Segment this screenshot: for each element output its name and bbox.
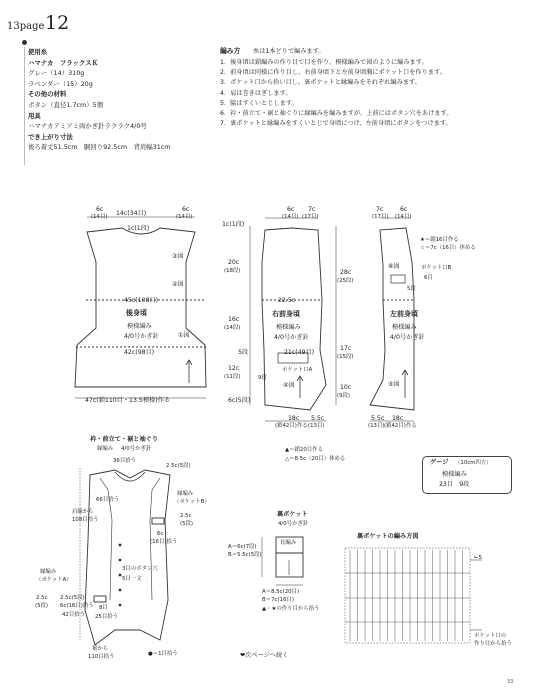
rf-h28b: (25段) [337,278,354,284]
bp-label: 長編み [280,540,297,546]
edging-a16: 2.5c [36,595,48,601]
edging-a1: 36目拾う [113,458,137,464]
back-dim-top-right-stitches: (14目) [176,214,193,220]
rf-ref4: ④図 [283,382,295,389]
material-line: グレー（14）310g [28,69,85,78]
edging-a11: (16目)拾う [150,539,178,545]
rf-h17b: (15段) [337,354,354,360]
material-line: 用具 [28,111,41,120]
method-step: 5．脇はすくいとじします。 [220,99,298,107]
rf-h16b: (14段) [224,325,241,331]
back-dim-top-left: 6c [96,206,104,213]
bp-b: B＝5.5c(5段) [228,552,262,558]
method-step: 7．裏ポケットと縁編みをすくいとじで身頃につけ、左前身頃にボタンをつけます。 [220,120,452,128]
edging-a12: 3目のボタン穴 [122,566,158,572]
lf-label: 左前身頃 [390,310,418,318]
bp-b2: B＝7c(16目) [262,597,294,603]
back-width-42: 42c(98目) [124,349,155,356]
edging-a10: 6c [157,531,164,537]
lf-b55: 5.5c [371,415,385,422]
edging-a13: 5目一文 [122,576,142,582]
bp-hook: 4/0号かぎ針 [278,521,309,527]
note-mid-1: ▲＝鎖20目作る [285,447,323,453]
rf-h1: 1c(1段) [222,221,245,228]
continued-note: ❤次ページへ続く [240,652,289,659]
lf-b55b: (13目) [368,423,385,429]
material-line: 使用糸 [28,48,48,56]
edging-a22: 8目 [99,605,108,611]
rf-h16: 16c [228,316,240,323]
pocket-chart-title: 裏ポケットの編み方図 [357,533,419,540]
rf-h10: 10c [340,384,352,391]
edging-title: 衿・前立て・裾と袖ぐり [90,436,159,443]
method-step: 1．後身頃は鎖編みの作り目で目を作り、模様編みで図のように編みます。 [220,59,428,66]
rf-h20: 20c [228,259,240,266]
note-mid-2: △＝8.5c（20目）休める [285,456,346,462]
back-width-45: 45c(108目) [124,297,159,304]
lf-ref6: ⑥図 [388,263,400,270]
rf-label: 右前身頃 [272,310,300,318]
edging-a17: (5段) [35,603,49,609]
lf-legend-2: ☆＝7c（16目）休める [420,245,476,251]
back-dim-top-left-stitches: (14目) [91,214,108,220]
method-step: 3．ポケット口から拾い目し、裏ポケットと縁編みをそれぞれ編みます。 [220,79,421,87]
edging-a21: 25目拾う [95,614,119,620]
gauge-title: ゲージ [430,459,449,466]
rf-rows9: 9段 [258,375,267,381]
rf-h20b: (18段) [224,268,241,274]
gauge-value: 23目 9段 [439,481,470,488]
back-bottom-dim: 47c(鎖110目・13.5模様)作る [85,397,171,404]
gauge-pattern: 模様編み [442,471,467,478]
method-step: 6．衿・前立て・裾と袖ぐりに縁編みを編みますが、上前にはボタン穴をあけます。 [220,110,453,117]
rf-h28: 28c [340,269,352,276]
material-line: ハマナカアミアミ両かぎ針ラクラク4/0号 [28,122,147,131]
method-subtitle: 糸は1本どりで編みます。 [253,48,325,55]
lf-b18: 18c [392,415,404,422]
material-line: でき上がり寸法 [28,132,73,141]
rf-b55b: (13目) [308,423,325,429]
pocket-chart-note-1: ポケット口の [474,633,507,639]
back-body-outline [75,225,206,387]
lf-top-1b: (17目) [372,214,389,220]
back-label: 後身頃 [126,309,147,317]
rf-hook: 4/0号かぎ針 [274,334,309,341]
back-neck-label: 1c(1段) [127,225,150,232]
method-title: 編み方 [220,47,241,55]
material-line: ボタン（直径1.7cm）5個 [28,101,104,109]
edging-a20: 42目拾う [62,612,86,618]
pocket-chart-note-2: 作り目から拾う [474,641,512,647]
footer-page-number: 33 [507,679,514,685]
edging-a7: （ポケットB） [174,499,210,505]
lf-top-1: 7c [376,206,384,213]
material-line: ハマナカ フラックスＫ [28,58,98,67]
rf-top-2: 7c [308,206,316,213]
rf-top-2b: (17目) [302,214,319,220]
edging-a14: 縁編み [40,569,57,575]
edging-a19: 6c(16目)拾う [60,603,94,609]
edging-sub2: 4/0号かぎ針 [121,446,152,452]
lf-legend-1: ★＝鎖16目作る [420,237,459,243]
rf-h6: 6c(5段) [228,397,251,404]
edging-a25: ●＝1目拾う [148,651,178,657]
rf-pocket: ポケット口A [282,367,313,373]
edging-a2: 2.5c(5段) [166,463,191,469]
back-pattern: 模様編み [127,323,152,330]
edging-sub1: 縁編み [97,446,114,452]
rf-h5: 5段 [238,349,249,356]
bp-a: A＝6c(7段) [228,544,257,550]
lf-top-2b: (14目) [395,214,412,220]
bp-title: 裏ポケット [277,511,308,518]
method-step: 4．肩は巻きはぎします。 [220,89,292,97]
back-ref-1: ①図 [178,332,190,339]
rf-top-1b: (14目) [282,214,299,220]
edging-a24: 110目拾う [88,654,115,660]
rf-b55: 5.5c [311,415,325,422]
bp-pick: ▲・★の作り目から拾う [262,606,320,612]
pocket-chart-mark: ←5 [474,555,482,561]
edging-a5: 66目拾う [96,497,120,503]
rf-h12: 12c [228,365,240,372]
bp-a2: A＝8.5c(20目) [262,589,300,595]
lf-hook: 4/0号かぎ針 [390,334,425,341]
edging-a4: 108目拾う [72,517,99,523]
edging-a3: 肩線から [72,509,94,515]
method-step: 2．前身頃は同様に作り目し、右前身頃下と左前身頃胸にポケット口を作ります。 [220,69,446,77]
lf-b18b: (鎖42目)作る [384,423,417,429]
back-hook: 4/0号かぎ針 [124,333,159,340]
edging-a8: 2.5c [180,513,192,519]
edging-a18: 2.5c(5段) [60,595,85,601]
rf-b18: 18c [288,415,300,422]
lf-pocket-b: ポケット口B [421,265,452,271]
edging-a23: 裾から [92,646,109,652]
edging-a9: (5段) [180,521,194,527]
rf-w225: 22.5c [278,297,296,304]
edging-a6: 縁編み [177,491,194,497]
lf-5rows: 5段 [407,286,416,292]
lf-ref5: ⑤図 [388,381,400,388]
back-ref-3: ③図 [172,253,184,260]
edging-a15: （ポケットA） [36,577,72,583]
rf-top-1: 6c [287,206,295,213]
rf-pattern: 模様編み [276,324,301,331]
pattern-number: 12 [45,12,70,34]
rf-h12b: (11段) [224,374,241,380]
rf-h10b: (9段) [337,393,351,399]
page-label: 13page [7,21,45,32]
material-line: ラベンダー（15）20g [28,79,93,88]
back-dim-top-right: 6c [182,206,190,213]
lf-6st: 6目 [424,275,433,281]
lf-top-2: 6c [400,206,408,213]
back-dim-top-mid: 14c(34目) [116,210,147,217]
material-line: 後ろ着丈51.5cm 胴回り92.5cm 背肩幅31cm [28,143,171,152]
rf-h17: 17c [340,345,352,352]
rf-w21: 21c(49目) [284,349,315,356]
lf-pattern: 模様編み [392,324,417,331]
rf-b18b: (鎖42目)作る [275,423,308,429]
pocket-chart-grid [345,548,470,643]
back-ref-2: ②図 [172,281,184,288]
material-line: その他の材料 [28,90,67,99]
gauge-sub: （10cm四方） [455,460,492,466]
